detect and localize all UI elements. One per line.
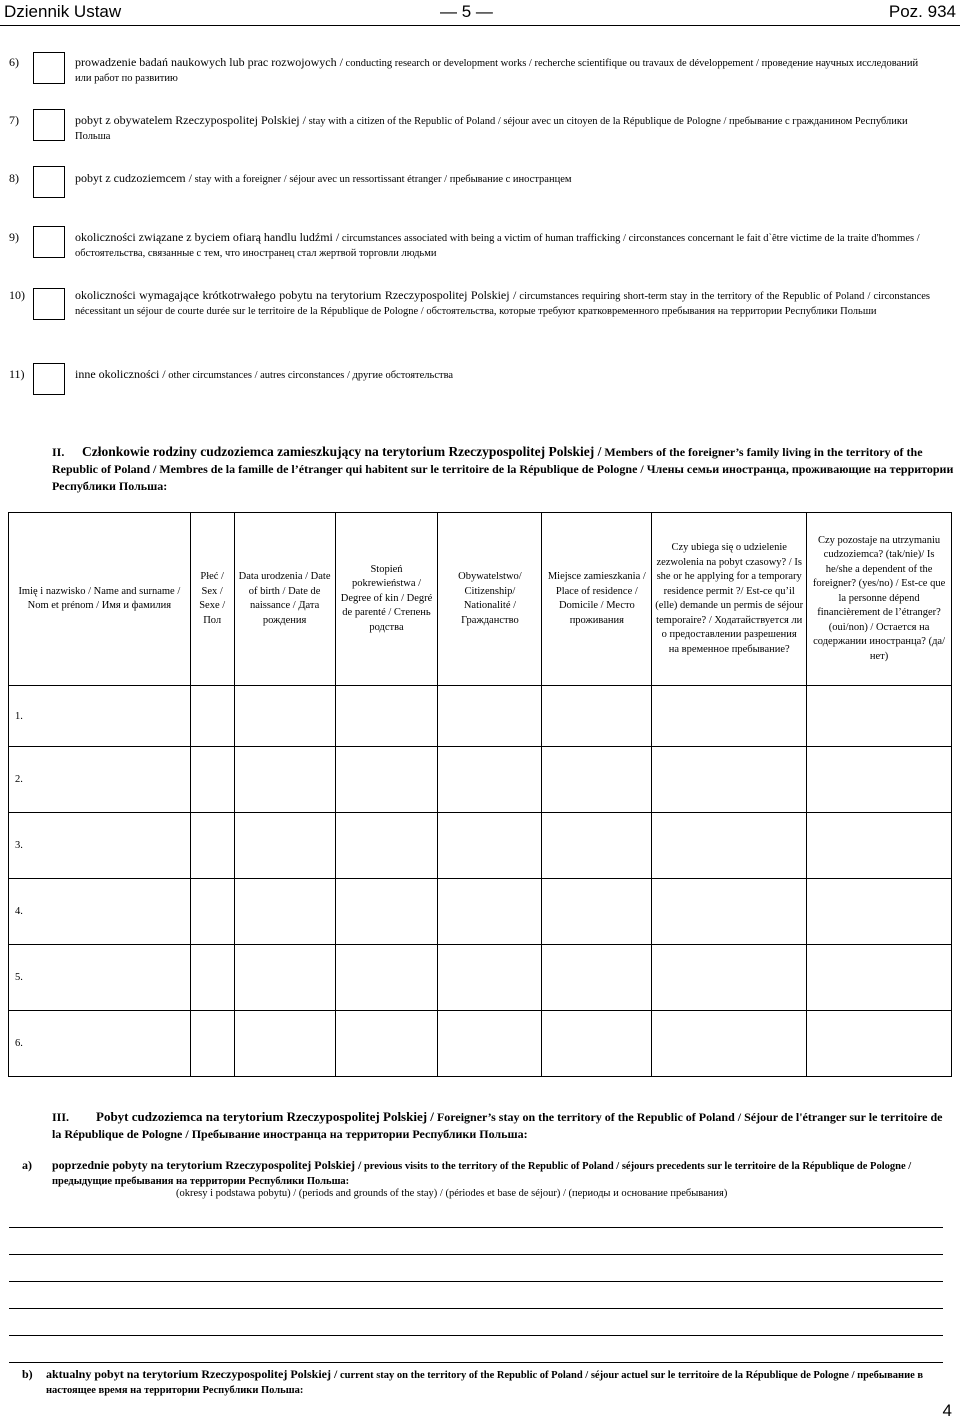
table-cell[interactable] — [190, 686, 234, 747]
table-cell[interactable] — [807, 945, 952, 1011]
table-cell[interactable] — [234, 686, 335, 747]
answer-line[interactable] — [9, 1308, 943, 1309]
table-cell[interactable] — [542, 945, 652, 1011]
table-row — [9, 813, 952, 879]
checkbox[interactable] — [33, 226, 65, 258]
table-cell[interactable] — [652, 813, 807, 879]
sub-b-label: b) — [22, 1367, 33, 1381]
sub-b-title: aktualny pobyt na terytorium Rzeczypospolitej Polskiej / current stay on the territory of the Republic of Poland / séjour actuel sur le territoire de la République de Pologne / пребывание в настоящее время на территории Республики Польша: — [46, 1367, 924, 1396]
row-number: 2. — [9, 747, 191, 813]
table-cell[interactable] — [438, 879, 542, 945]
table-cell[interactable] — [807, 747, 952, 813]
item-number: 8) — [9, 171, 19, 185]
answer-line[interactable] — [9, 1335, 943, 1336]
row-number: 6. — [9, 1011, 191, 1077]
table-cell[interactable] — [542, 813, 652, 879]
table-cell[interactable] — [234, 945, 335, 1011]
col-birth-header: Data urodzenia / Date of birth / Date de naissance / Дата рождения — [234, 513, 335, 686]
answer-line[interactable] — [9, 1362, 943, 1363]
table-cell[interactable] — [190, 1011, 234, 1077]
table-cell[interactable] — [190, 879, 234, 945]
col-sex-header: Płeć / Sex / Sexe / Пол — [190, 513, 234, 686]
table-cell[interactable] — [335, 686, 438, 747]
table-cell[interactable] — [542, 686, 652, 747]
col-dependent-header: Czy pozostaje na utrzymaniu cudzoziemca? (tak/nie)/ Is he/she a dependent of the foreigner? (yes/no) / Est-ce que la personne dépend financièrement de l’étranger? (oui/non) / Остается на содержании иностранца? (да/нет) — [807, 513, 952, 686]
item-text: okoliczności związane z byciem ofiarą handlu ludźmi / circumstances associated with being a victim of human trafficking / circonstances concernant le fait d`être victime de la traite d'hommes / обстоятельства, связанные с тем, что иностранец стал жертвой торговли людьми — [75, 230, 920, 259]
table-cell[interactable] — [542, 879, 652, 945]
section-2-title: II. Członkowie rodziny cudzoziemca zamieszkujący na terytorium Rzeczypospolitej Polskiej / Members of the foreigner’s family living in the territory of the Republic of Poland / Membres de la famille de l’étranger qui habitent sur le territoire de la République de Pologne / Члены семьи иностранца, проживающие на территории Республики Польша: — [52, 444, 954, 493]
item-text: pobyt z obywatelem Rzeczypospolitej Polskiej / stay with a citizen of the Republic of Poland / séjour avec un citoyen de la République de Pologne / пребывание с гражданином Республики Польша — [75, 113, 908, 142]
checkbox[interactable] — [33, 109, 65, 141]
item-number: 7) — [9, 113, 19, 127]
answer-line[interactable] — [9, 1281, 943, 1282]
row-number: 3. — [9, 813, 191, 879]
table-cell[interactable] — [335, 879, 438, 945]
table-cell[interactable] — [438, 686, 542, 747]
answer-line[interactable] — [9, 1227, 943, 1228]
sub-a-title: poprzednie pobyty na terytorium Rzeczypospolitej Polskiej / previous visits to the territory of the Republic of Poland / séjours precedents sur le territoire de la République de Pologne / предыдущие пребывания на территории Республики Польша: — [52, 1158, 912, 1187]
item-text: inne okoliczności / other circumstances / autres circonstances / другие обстоятельства — [75, 367, 454, 381]
table-row — [9, 747, 952, 813]
table-cell[interactable] — [190, 945, 234, 1011]
table-cell[interactable] — [542, 1011, 652, 1077]
answer-line[interactable] — [9, 1254, 943, 1255]
col-citizenship-header: Obywatelstwo/ Citizenship/ Nationalité / Гражданство — [438, 513, 542, 686]
table-cell[interactable] — [335, 813, 438, 879]
col-applying-header: Czy ubiega się o udzielenie zezwolenia na pobyt czasowy? / Is she or he applying for a temporary residence permit ?/ Est-ce qu’il (elle) demande un permis de séjour temporaire? / Ходатайствуется ли о предоставлении разрешения на временное пребывание? — [652, 513, 807, 686]
table-cell[interactable] — [807, 879, 952, 945]
table-cell[interactable] — [542, 747, 652, 813]
section-3-title: III. Pobyt cudzoziemca na terytorium Rzeczypospolitej Polskiej / Foreigner’s stay on the territory of the Republic of Poland / Séjour de l'étranger sur le territoire de la République de Pologne / Пребывание иностранца на территории Республики Польша: — [52, 1109, 943, 1141]
table-cell[interactable] — [652, 686, 807, 747]
table-cell[interactable] — [652, 1011, 807, 1077]
checkbox[interactable] — [33, 52, 65, 84]
journal-name: Dziennik Ustaw — [4, 2, 122, 21]
family-members-table — [8, 512, 952, 1077]
row-number: 4. — [9, 879, 191, 945]
checkbox[interactable] — [33, 363, 65, 395]
table-cell[interactable] — [234, 1011, 335, 1077]
table-cell[interactable] — [438, 813, 542, 879]
sub-a-note: (okresy i podstawa pobytu) / (periods and grounds of the stay) / (périodes et base de séjour) / (периоды и основание пребывания) — [176, 1188, 728, 1199]
sub-a-label: a) — [22, 1158, 32, 1172]
table-cell[interactable] — [335, 1011, 438, 1077]
header-rule — [0, 25, 960, 26]
table-row — [9, 945, 952, 1011]
table-cell[interactable] — [438, 747, 542, 813]
item-text: okoliczności wymagające krótkotrwałego pobytu na terytorium Rzeczypospolitej Polskiej / circumstances requiring short-term stay in the territory of the Republic of Poland / circonstances nécessitant un séjour de courte durée sur le territoire de la République de Pologne / обстоятельства, которые требуют кратковременного пребывания на территории Республики Польши — [75, 288, 931, 317]
table-cell[interactable] — [807, 686, 952, 747]
col-residence-header: Miejsce zamieszkania / Place of residence / Domicile / Место проживания — [542, 513, 652, 686]
table-row — [9, 1011, 952, 1077]
table-cell[interactable] — [807, 813, 952, 879]
item-number: 11) — [9, 367, 25, 381]
table-cell[interactable] — [190, 813, 234, 879]
table-cell[interactable] — [234, 813, 335, 879]
item-number: 9) — [9, 230, 19, 244]
table-cell[interactable] — [335, 747, 438, 813]
table-cell[interactable] — [652, 945, 807, 1011]
table-cell[interactable] — [807, 1011, 952, 1077]
row-number: 1. — [9, 686, 191, 747]
table-row — [9, 879, 952, 945]
table-cell[interactable] — [438, 1011, 542, 1077]
table-cell[interactable] — [234, 879, 335, 945]
table-cell[interactable] — [190, 747, 234, 813]
table-cell[interactable] — [335, 945, 438, 1011]
table-row — [9, 686, 952, 747]
checkbox[interactable] — [33, 166, 65, 198]
table-cell[interactable] — [438, 945, 542, 1011]
item-text: pobyt z cudzoziemcem / stay with a foreigner / séjour avec un ressortissant étranger / пребывание с иностранцем — [75, 171, 572, 185]
position-number: Poz. 934 — [888, 2, 956, 21]
page-marker: — 5 — — [440, 2, 493, 21]
table-cell[interactable] — [652, 879, 807, 945]
page-header — [0, 0, 960, 25]
item-number: 6) — [9, 55, 19, 69]
col-name-header: Imię i nazwisko / Name and surname / Nom et prénom / Имя и фамилия — [9, 513, 191, 686]
checkbox[interactable] — [33, 288, 65, 320]
table-header-row — [9, 513, 952, 686]
row-number: 5. — [9, 945, 191, 1011]
item-text: prowadzenie badań naukowych lub prac rozwojowych / conducting research or development works / recherche scientifique ou travaux de développement / проведение научных исследований или работ по развитию — [75, 55, 919, 84]
page-number: 4 — [942, 1401, 952, 1420]
col-kinship-header: Stopień pokrewieństwa / Degree of kin / Degré de parenté / Степень родства — [335, 513, 438, 686]
table-cell[interactable] — [652, 747, 807, 813]
table-cell[interactable] — [234, 747, 335, 813]
item-number: 10) — [9, 288, 25, 302]
